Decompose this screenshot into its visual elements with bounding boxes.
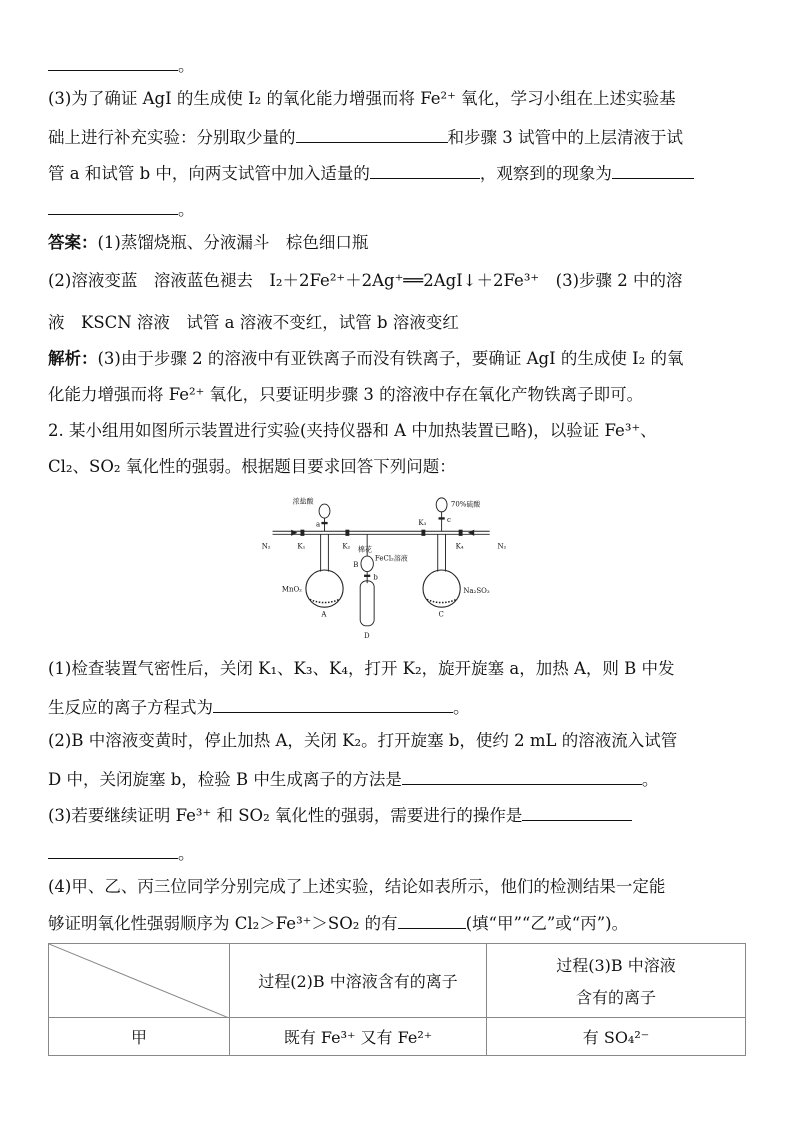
test-tube-d — [360, 581, 374, 626]
answer-line-2: (2)溶液变蓝 溶液蓝色褪去 I₂＋2Fe²⁺＋2Ag⁺══2AgI↓＋2Fe³⁺ (3)步骤 2 中的溶 — [48, 271, 683, 290]
answer-blank[interactable] — [296, 124, 448, 143]
q3-text-2a: 础上进行补充实验：分别取少量的 — [48, 128, 296, 147]
results-table — [48, 943, 746, 1056]
analysis-line-2: 化能力增强而将 Fe²⁺ 氧化，只要证明步骤 3 的溶液中存在氧化产物铁离子即可。 — [48, 385, 644, 404]
label-bulb-b: B — [353, 560, 359, 569]
answer-blank[interactable] — [48, 840, 178, 859]
answer-blank[interactable] — [370, 160, 480, 179]
bulb-b — [361, 556, 373, 572]
flask-a — [306, 570, 343, 607]
label-fecl2: FeCl₂溶液 — [374, 554, 408, 563]
diagonal-line — [49, 944, 229, 1018]
table-cell-step2: 既有 Fe³⁺ 又有 Fe²⁺ — [230, 1018, 487, 1056]
label-conc-hcl: 浓盐酸 — [292, 497, 314, 506]
table-header-2b: 含有的离子 — [575, 987, 656, 1007]
label-n2-left: N₂ — [261, 542, 271, 551]
stopcock-k4 — [459, 530, 463, 536]
analysis-line-1 — [48, 348, 683, 370]
answer-blank[interactable] — [612, 160, 694, 179]
label-tube-d: D — [364, 632, 370, 641]
answer-blank[interactable] — [398, 910, 466, 929]
q3-text-2b: 和步骤 3 试管中的上层清液于试 — [447, 128, 683, 147]
q3-text-3b: ，观察到的现象为 — [479, 164, 612, 183]
label-n2-right: N₂ — [497, 542, 507, 551]
label-k4: K₄ — [455, 542, 464, 551]
table-cell-step3: 有 SO₄²⁻ — [487, 1018, 746, 1056]
q1-tail-line — [48, 52, 195, 77]
p1-text-2a: 生反应的离子方程式为 — [48, 698, 213, 717]
stopcock-k1 — [300, 530, 304, 536]
p1-text-2b: 。 — [453, 698, 470, 717]
answer-blank[interactable] — [402, 766, 642, 785]
arrow-icon — [291, 530, 297, 536]
p3-line-2 — [48, 840, 195, 865]
answer-blank[interactable] — [522, 802, 632, 821]
q3-line-1: (3)为了确证 AgI 的生成使 I₂ 的氧化能力增强而将 Fe²⁺ 氧化，学习小组在上述实验基 — [48, 89, 676, 108]
q3-line-4 — [48, 196, 195, 221]
separatory-funnel-a — [319, 504, 330, 518]
label-k1: K₁ — [297, 542, 306, 551]
table-diagonal-cell — [49, 944, 230, 1018]
apparatus-figure — [225, 494, 545, 646]
analysis-text-1: (3)由于步骤 2 的溶液中有亚铁离子而没有铁离子，要确证 AgI 的生成使 I₂ 的氧 — [97, 349, 684, 368]
answer-blank[interactable] — [213, 694, 453, 713]
p3-line-1 — [48, 802, 632, 827]
stopcock-k2 — [345, 530, 349, 536]
p2-line-2 — [48, 766, 658, 791]
answer-line-1 — [48, 232, 368, 254]
table-row — [49, 1018, 746, 1056]
table-header-2 — [487, 944, 746, 1018]
label-cotton: 棉花 — [357, 545, 372, 554]
p2-line-1: (2)B 中溶液变黄时，停止加热 A，关闭 K₂。打开旋塞 b，使约 2 mL 的溶液流入试管 — [48, 731, 678, 750]
arrow-icon — [468, 530, 474, 536]
label-a: a — [315, 520, 321, 529]
answer-blank[interactable] — [48, 196, 178, 215]
table-header-1: 过程(2)B 中溶液含有的离子 — [230, 944, 487, 1018]
p1-line-1: (1)检查装置气密性后，关闭 K₁、K₃、K₄，打开 K₂，旋开旋塞 a，加热 A，则 B 中发 — [48, 659, 675, 678]
label-h2so4: 70%硫酸 — [450, 500, 481, 509]
stopcock-k3 — [421, 530, 425, 536]
label-mno2: MnO₂ — [281, 585, 302, 594]
p4-line-1: (4)甲、乙、丙三位同学分别完成了上述实验，结论如表所示，他们的检测结果一定能 — [48, 877, 666, 896]
q3-line-2 — [48, 124, 683, 149]
answer-line-3: 液 KSCN 溶液 试管 a 溶液不变红，试管 b 溶液变红 — [48, 313, 459, 332]
label-flask-c: C — [438, 610, 444, 619]
q2-line-2: Cl₂、SO₂ 氧化性的强弱。根据题目要求回答下列问题： — [48, 457, 456, 476]
table-header-row — [49, 944, 746, 1018]
table-cell-student: 甲 — [49, 1018, 230, 1056]
q3-line-3 — [48, 160, 694, 185]
flask-c — [423, 570, 460, 607]
p3-text-2: 。 — [178, 844, 195, 863]
q1-tail: 。 — [178, 56, 195, 75]
p3-text-1a: (3)若要继续证明 Fe³⁺ 和 SO₂ 氧化性的强弱，需要进行的操作是 — [48, 806, 523, 825]
q2-line-1: 2. 某小组用如图所示装置进行实验(夹持仪器和 A 中加热装置已略)，以验证 Fe³⁺、 — [48, 421, 657, 440]
label-flask-a: A — [321, 610, 327, 619]
p4-text-2a: 够证明氧化性强弱顺序为 Cl₂＞Fe³⁺＞SO₂ 的有 — [48, 914, 398, 933]
q3-text-3a: 管 a 和试管 b 中，向两支试管中加入适量的 — [48, 164, 370, 183]
answer-label: 答案： — [48, 233, 98, 252]
label-b-valve: b — [373, 573, 378, 582]
analysis-label: 解析： — [48, 349, 98, 368]
p2-text-2b: 。 — [641, 770, 659, 789]
label-na2so3: Na₂SO₃ — [463, 587, 490, 596]
label-k3: K₃ — [418, 519, 427, 528]
answer-blank[interactable] — [48, 52, 178, 71]
table-header-2a: 过程(3)B 中溶液 — [556, 955, 676, 975]
p1-line-2 — [48, 694, 470, 719]
p4-text-2b: (填“甲”“乙”或“丙”)。 — [465, 914, 629, 933]
p4-line-2 — [48, 910, 628, 935]
separatory-funnel-c — [436, 498, 447, 512]
answer-text-1: (1)蒸馏烧瓶、分液漏斗 棕色细口瓶 — [97, 233, 369, 252]
q3-text-4: 。 — [178, 200, 195, 219]
label-k2: K₂ — [342, 542, 351, 551]
label-c-valve: c — [447, 515, 451, 524]
p2-text-2a: D 中，关闭旋塞 b，检验 B 中生成离子的方法是 — [48, 770, 402, 789]
